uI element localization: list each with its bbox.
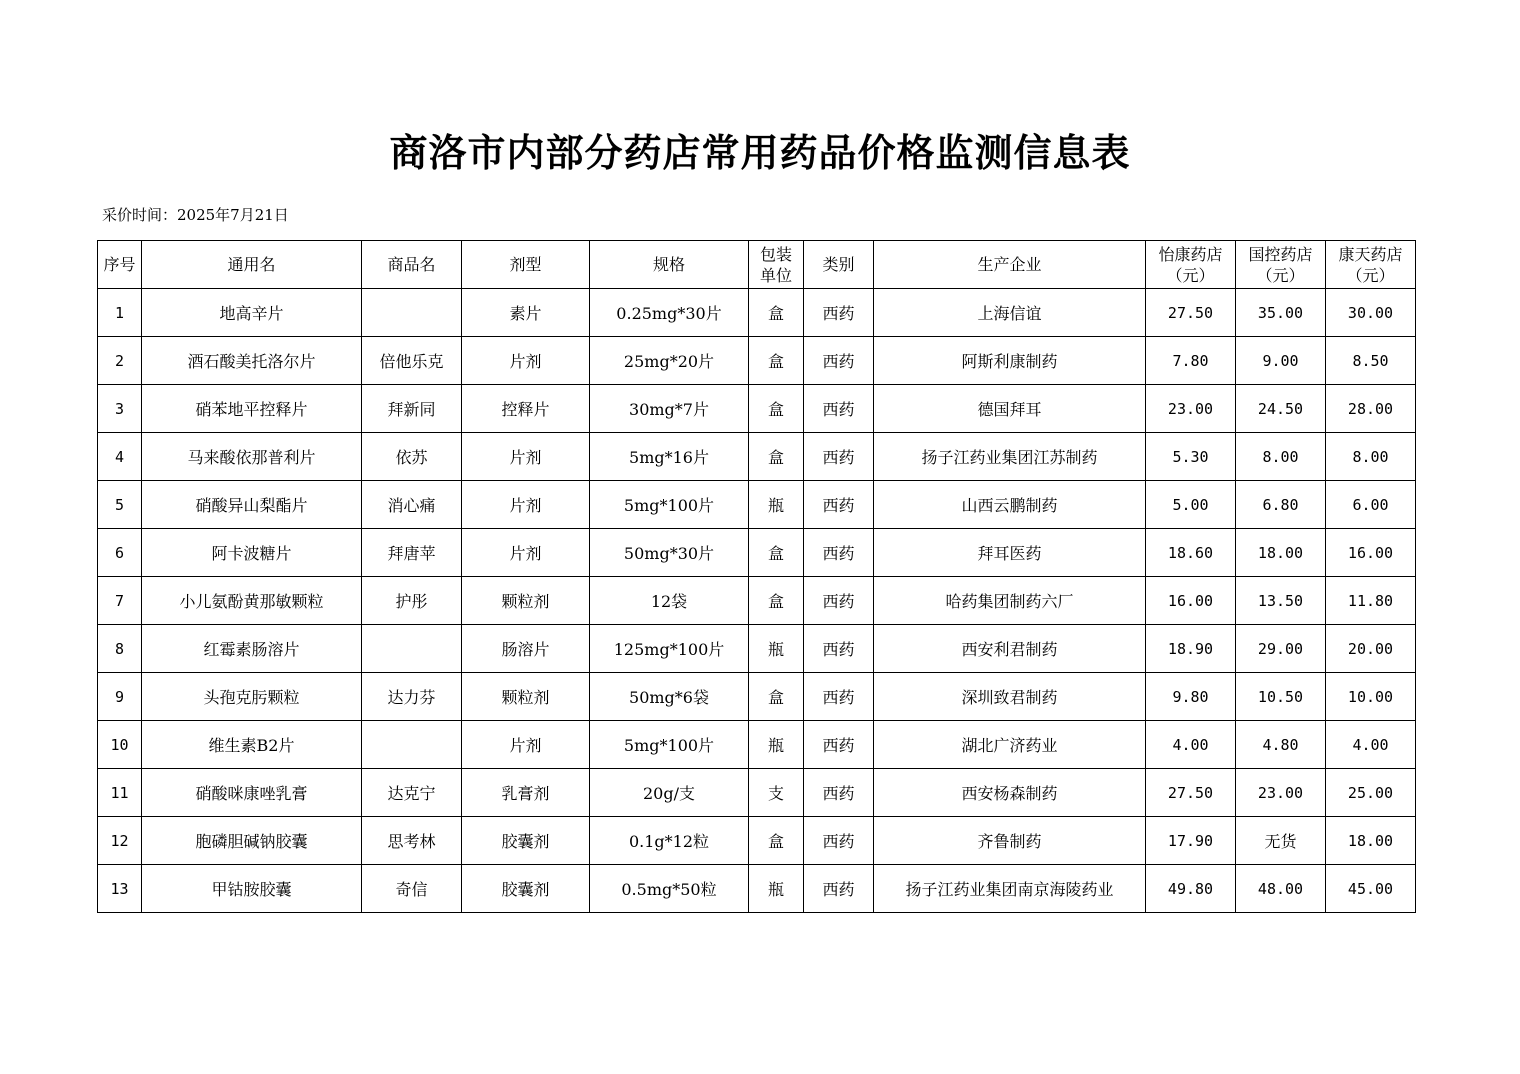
cell-category: 西药	[804, 481, 874, 529]
cell-manufacturer: 哈药集团制药六厂	[874, 577, 1146, 625]
cell-pack-unit: 盒	[749, 385, 804, 433]
cell-pack-unit: 瓶	[749, 625, 804, 673]
cell-store3-price: 20.00	[1326, 625, 1416, 673]
cell-seq: 9	[98, 673, 142, 721]
header-pack-unit-line1: 包装	[759, 244, 792, 264]
price-table	[97, 240, 1416, 913]
cell-store3-price: 4.00	[1326, 721, 1416, 769]
cell-generic-name: 胞磷胆碱钠胶囊	[142, 817, 362, 865]
cell-spec: 0.1g*12粒	[590, 817, 749, 865]
cell-store3-price: 6.00	[1326, 481, 1416, 529]
header-store2-line2: （元）	[1256, 265, 1305, 285]
cell-spec: 20g/支	[590, 769, 749, 817]
header-store3-line1: 康天药店	[1338, 244, 1403, 264]
cell-pack-unit: 盒	[749, 817, 804, 865]
cell-trade-name: 达克宁	[362, 769, 462, 817]
header-trade-name: 商品名	[362, 241, 462, 289]
cell-spec: 50mg*30片	[590, 529, 749, 577]
table-row	[98, 865, 1416, 913]
cell-trade-name: 拜唐苹	[362, 529, 462, 577]
header-spec: 规格	[590, 241, 749, 289]
cell-category: 西药	[804, 673, 874, 721]
cell-category: 西药	[804, 529, 874, 577]
cell-generic-name: 阿卡波糖片	[142, 529, 362, 577]
cell-generic-name: 红霉素肠溶片	[142, 625, 362, 673]
cell-pack-unit: 盒	[749, 337, 804, 385]
table-body	[98, 289, 1416, 913]
cell-trade-name	[362, 625, 462, 673]
cell-manufacturer: 拜耳医药	[874, 529, 1146, 577]
cell-manufacturer: 齐鲁制药	[874, 817, 1146, 865]
table-row	[98, 673, 1416, 721]
table-header-row	[98, 241, 1416, 289]
cell-category: 西药	[804, 625, 874, 673]
cell-manufacturer: 湖北广济药业	[874, 721, 1146, 769]
cell-dosage-form: 胶囊剂	[462, 817, 590, 865]
cell-dosage-form: 控释片	[462, 385, 590, 433]
cell-store1-price: 5.00	[1146, 481, 1236, 529]
cell-store1-price: 5.30	[1146, 433, 1236, 481]
cell-category: 西药	[804, 337, 874, 385]
cell-store2-price: 9.00	[1236, 337, 1326, 385]
cell-store3-price: 30.00	[1326, 289, 1416, 337]
cell-spec: 5mg*100片	[590, 721, 749, 769]
cell-store3-price: 45.00	[1326, 865, 1416, 913]
cell-seq: 10	[98, 721, 142, 769]
cell-trade-name: 思考林	[362, 817, 462, 865]
cell-spec: 12袋	[590, 577, 749, 625]
table-row	[98, 817, 1416, 865]
cell-store1-price: 49.80	[1146, 865, 1236, 913]
cell-category: 西药	[804, 865, 874, 913]
header-generic-name: 通用名	[142, 241, 362, 289]
header-store3-line2: （元）	[1346, 265, 1395, 285]
cell-store3-price: 25.00	[1326, 769, 1416, 817]
cell-store1-price: 7.80	[1146, 337, 1236, 385]
cell-spec: 25mg*20片	[590, 337, 749, 385]
cell-store3-price: 28.00	[1326, 385, 1416, 433]
table-row	[98, 433, 1416, 481]
cell-generic-name: 硝酸异山梨酯片	[142, 481, 362, 529]
cell-store2-price: 18.00	[1236, 529, 1326, 577]
cell-seq: 7	[98, 577, 142, 625]
cell-category: 西药	[804, 433, 874, 481]
cell-trade-name: 奇信	[362, 865, 462, 913]
cell-spec: 125mg*100片	[590, 625, 749, 673]
cell-store2-price: 35.00	[1236, 289, 1326, 337]
cell-store2-price: 24.50	[1236, 385, 1326, 433]
cell-pack-unit: 瓶	[749, 481, 804, 529]
cell-manufacturer: 山西云鹏制药	[874, 481, 1146, 529]
cell-seq: 6	[98, 529, 142, 577]
cell-trade-name	[362, 721, 462, 769]
cell-seq: 3	[98, 385, 142, 433]
cell-store3-price: 8.50	[1326, 337, 1416, 385]
cell-store2-price: 无货	[1236, 817, 1326, 865]
cell-seq: 4	[98, 433, 142, 481]
cell-trade-name: 护彤	[362, 577, 462, 625]
cell-store2-price: 6.80	[1236, 481, 1326, 529]
cell-generic-name: 地高辛片	[142, 289, 362, 337]
table-row	[98, 529, 1416, 577]
cell-manufacturer: 扬子江药业集团南京海陵药业	[874, 865, 1146, 913]
cell-pack-unit: 盒	[749, 289, 804, 337]
cell-seq: 12	[98, 817, 142, 865]
cell-store1-price: 27.50	[1146, 769, 1236, 817]
header-category: 类别	[804, 241, 874, 289]
cell-trade-name: 倍他乐克	[362, 337, 462, 385]
header-store3	[1326, 241, 1416, 289]
cell-store3-price: 18.00	[1326, 817, 1416, 865]
cell-store1-price: 17.90	[1146, 817, 1236, 865]
cell-spec: 5mg*16片	[590, 433, 749, 481]
cell-seq: 2	[98, 337, 142, 385]
cell-pack-unit: 盒	[749, 529, 804, 577]
cell-generic-name: 小儿氨酚黄那敏颗粒	[142, 577, 362, 625]
cell-pack-unit: 盒	[749, 577, 804, 625]
table-row	[98, 289, 1416, 337]
cell-spec: 5mg*100片	[590, 481, 749, 529]
cell-seq: 8	[98, 625, 142, 673]
cell-category: 西药	[804, 721, 874, 769]
header-seq: 序号	[98, 241, 142, 289]
cell-store2-price: 4.80	[1236, 721, 1326, 769]
cell-manufacturer: 西安利君制药	[874, 625, 1146, 673]
cell-store2-price: 13.50	[1236, 577, 1326, 625]
cell-dosage-form: 片剂	[462, 481, 590, 529]
cell-store1-price: 18.90	[1146, 625, 1236, 673]
document-title: 商洛市内部分药店常用药品价格监测信息表	[389, 130, 1131, 175]
cell-manufacturer: 深圳致君制药	[874, 673, 1146, 721]
cell-seq: 11	[98, 769, 142, 817]
header-store1-line2: （元）	[1166, 265, 1215, 285]
cell-category: 西药	[804, 385, 874, 433]
cell-dosage-form: 片剂	[462, 433, 590, 481]
table-row	[98, 385, 1416, 433]
cell-spec: 0.25mg*30片	[590, 289, 749, 337]
cell-spec: 0.5mg*50粒	[590, 865, 749, 913]
cell-trade-name: 依苏	[362, 433, 462, 481]
cell-dosage-form: 素片	[462, 289, 590, 337]
cell-pack-unit: 瓶	[749, 721, 804, 769]
cell-trade-name: 达力芬	[362, 673, 462, 721]
cell-store3-price: 11.80	[1326, 577, 1416, 625]
cell-store2-price: 23.00	[1236, 769, 1326, 817]
cell-store3-price: 8.00	[1326, 433, 1416, 481]
table-row	[98, 481, 1416, 529]
cell-category: 西药	[804, 769, 874, 817]
cell-pack-unit: 支	[749, 769, 804, 817]
table-row	[98, 577, 1416, 625]
cell-store1-price: 4.00	[1146, 721, 1236, 769]
cell-store1-price: 27.50	[1146, 289, 1236, 337]
cell-spec: 50mg*6袋	[590, 673, 749, 721]
cell-dosage-form: 颗粒剂	[462, 673, 590, 721]
cell-trade-name	[362, 289, 462, 337]
cell-generic-name: 维生素B2片	[142, 721, 362, 769]
cell-dosage-form: 片剂	[462, 337, 590, 385]
cell-spec: 30mg*7片	[590, 385, 749, 433]
cell-manufacturer: 扬子江药业集团江苏制药	[874, 433, 1146, 481]
cell-store3-price: 16.00	[1326, 529, 1416, 577]
cell-category: 西药	[804, 577, 874, 625]
cell-seq: 5	[98, 481, 142, 529]
header-store1-line1: 怡康药店	[1158, 244, 1223, 264]
header-store2-line1: 国控药店	[1248, 244, 1313, 264]
header-pack-unit-line2: 单位	[759, 265, 792, 285]
cell-generic-name: 酒石酸美托洛尔片	[142, 337, 362, 385]
cell-manufacturer: 阿斯利康制药	[874, 337, 1146, 385]
cell-seq: 13	[98, 865, 142, 913]
cell-trade-name: 拜新同	[362, 385, 462, 433]
cell-store3-price: 10.00	[1326, 673, 1416, 721]
header-store1	[1146, 241, 1236, 289]
cell-dosage-form: 肠溶片	[462, 625, 590, 673]
cell-store1-price: 9.80	[1146, 673, 1236, 721]
cell-store1-price: 18.60	[1146, 529, 1236, 577]
table-row	[98, 625, 1416, 673]
header-store2	[1236, 241, 1326, 289]
cell-category: 西药	[804, 289, 874, 337]
cell-store1-price: 23.00	[1146, 385, 1236, 433]
cell-store2-price: 10.50	[1236, 673, 1326, 721]
survey-date: 采价时间：2025年7月21日	[102, 206, 289, 224]
table-row	[98, 337, 1416, 385]
cell-generic-name: 甲钴胺胶囊	[142, 865, 362, 913]
cell-manufacturer: 上海信谊	[874, 289, 1146, 337]
cell-manufacturer: 西安杨森制药	[874, 769, 1146, 817]
cell-manufacturer: 德国拜耳	[874, 385, 1146, 433]
cell-dosage-form: 颗粒剂	[462, 577, 590, 625]
cell-store2-price: 29.00	[1236, 625, 1326, 673]
cell-store2-price: 48.00	[1236, 865, 1326, 913]
cell-dosage-form: 片剂	[462, 721, 590, 769]
cell-pack-unit: 盒	[749, 433, 804, 481]
cell-seq: 1	[98, 289, 142, 337]
cell-pack-unit: 瓶	[749, 865, 804, 913]
cell-generic-name: 硝苯地平控释片	[142, 385, 362, 433]
cell-generic-name: 硝酸咪康唑乳膏	[142, 769, 362, 817]
cell-dosage-form: 片剂	[462, 529, 590, 577]
cell-generic-name: 头孢克肟颗粒	[142, 673, 362, 721]
cell-dosage-form: 乳膏剂	[462, 769, 590, 817]
cell-category: 西药	[804, 817, 874, 865]
cell-generic-name: 马来酸依那普利片	[142, 433, 362, 481]
table-row	[98, 769, 1416, 817]
cell-dosage-form: 胶囊剂	[462, 865, 590, 913]
cell-store1-price: 16.00	[1146, 577, 1236, 625]
header-pack-unit	[749, 241, 804, 289]
cell-trade-name: 消心痛	[362, 481, 462, 529]
table-row	[98, 721, 1416, 769]
header-dosage-form: 剂型	[462, 241, 590, 289]
header-manufacturer: 生产企业	[874, 241, 1146, 289]
cell-pack-unit: 盒	[749, 673, 804, 721]
cell-store2-price: 8.00	[1236, 433, 1326, 481]
